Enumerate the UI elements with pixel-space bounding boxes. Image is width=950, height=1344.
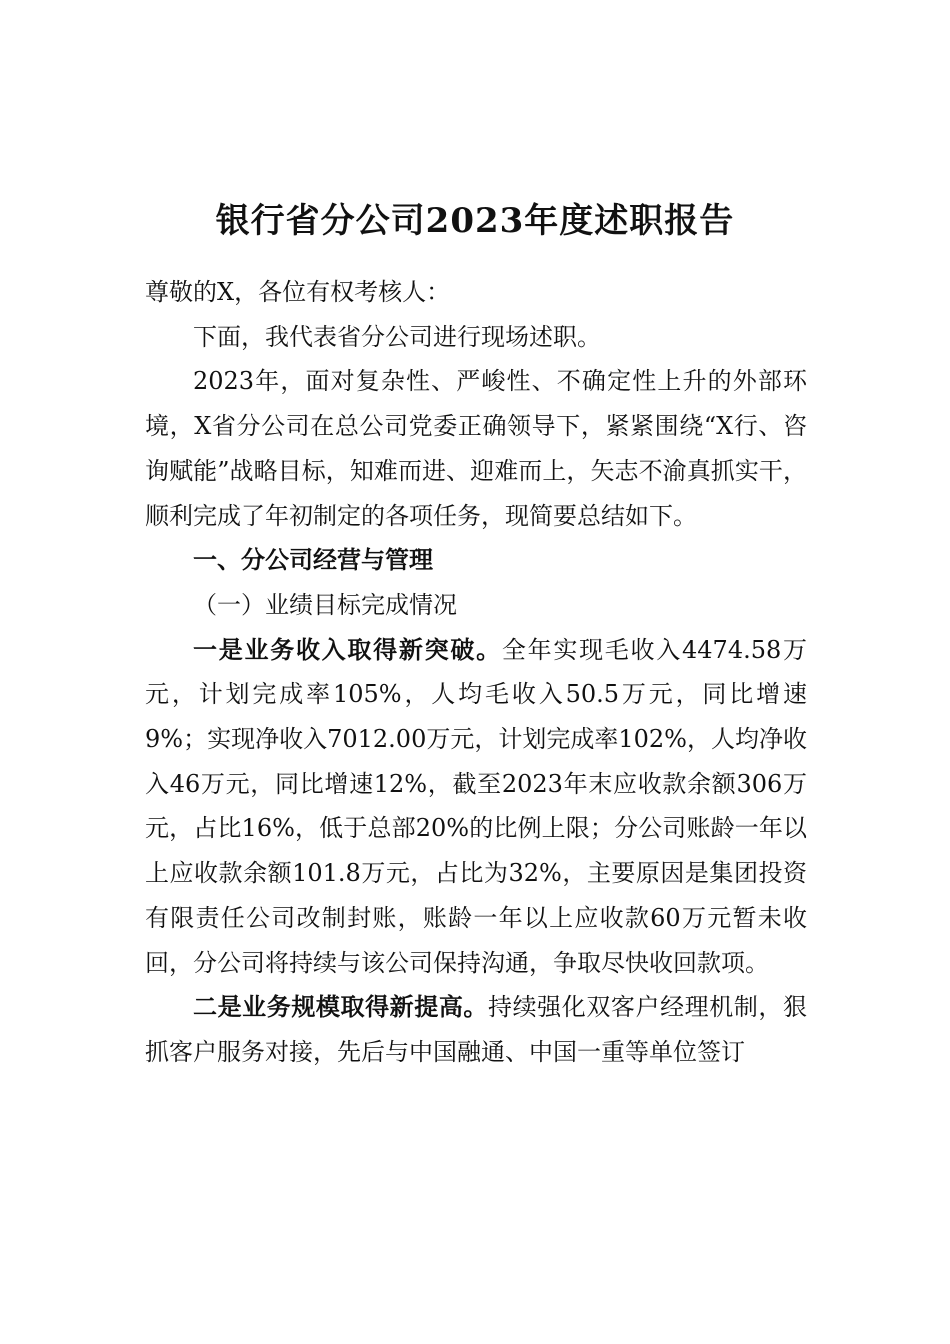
document-title: 银行省分公司2023年度述职报告 [215, 200, 735, 241]
section-heading: 一、分公司经营与管理 [193, 546, 433, 575]
salutation: 尊敬的X，各位有权考核人： [145, 278, 451, 306]
point-1-lead: 一是业务收入取得新突破。 [193, 634, 502, 664]
point-1-text: 全年实现毛收入4474.58万元，计划完成率105%，人均毛收入50.5万元，同比增速9%；实现净收入7012.00万元，计划完成率102%，人均净收入46万元，同比增速12%，截至2023年末应收款余额306万元，占比16%，低于总部20%的比例上限；分公司账龄一年以上应收款余额101.8万元，占比为32%，主要原因是集团投资有限责任公司改制封账，账龄一年以上应收款60万元暂未收回，分公司将持续与该公司保持沟通，争取尽快收回款项。 [145, 635, 808, 977]
point-2-paragraph [145, 985, 807, 1074]
document-body [145, 270, 807, 1075]
point-1-paragraph [145, 628, 807, 986]
overview-paragraph: 2023年，面对复杂性、严峻性、不确定性上升的外部环境，X省分公司在总公司党委正确领导下，紧紧围绕“X行、咨询赋能”战略目标，知难而进、迎难而上，矢志不渝真抓实干，顺利完成了年初制定的各项任务，现简要总结如下。 [145, 367, 807, 530]
point-2-text: 持续强化双客户经理机制，狠抓客户服务对接，先后与中国融通、中国一重等单位签订 [145, 993, 807, 1066]
point-2-lead: 二是业务规模取得新提高。 [193, 992, 488, 1022]
intro-paragraph: 下面，我代表省分公司进行现场述职。 [193, 322, 601, 351]
subsection-heading: （一）业绩目标完成情况 [193, 590, 457, 619]
